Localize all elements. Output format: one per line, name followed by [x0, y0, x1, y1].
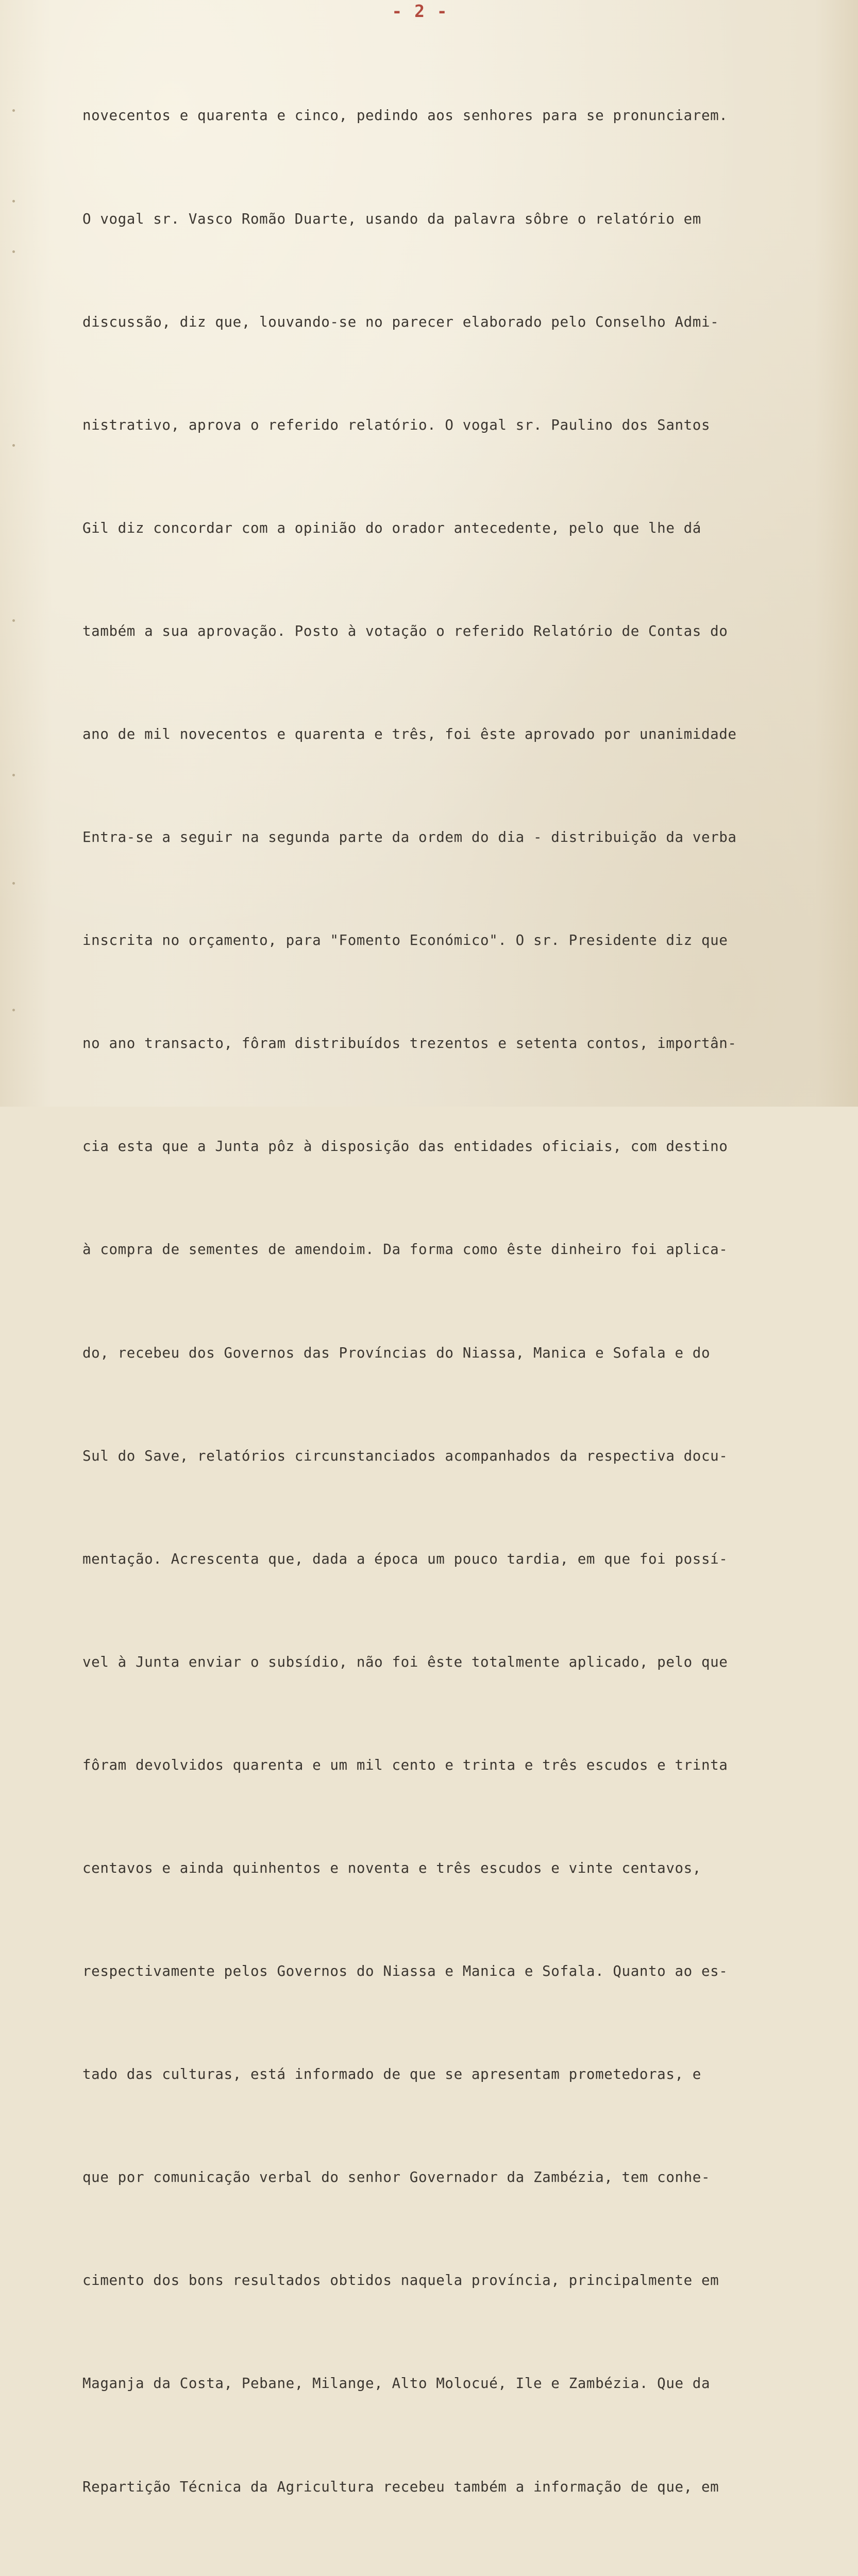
- text-line: cia esta que a Junta pôz à disposição das entidades oficiais, com destino: [82, 1138, 728, 1155]
- binding-marks: [0, 0, 31, 1107]
- text-line: inscrita no orçamento, para "Fomento Económico". O sr. Presidente diz que: [82, 932, 728, 949]
- binding-mark: [12, 200, 15, 202]
- text-line: fôram devolvidos quarenta e um mil cento e trinta e três escudos e trinta: [82, 1756, 728, 1773]
- text-line: Entra-se a seguir na segunda parte da ordem do dia - distribuição da verba: [82, 829, 737, 846]
- binding-mark: [12, 619, 15, 622]
- text-line: [82, 2573, 845, 2576]
- binding-mark: [12, 444, 15, 447]
- page-number: - 2 -: [392, 1, 448, 21]
- text-line: respectivamente pelos Governos do Niassa e Manica e Sofala. Quanto ao es-: [82, 1963, 728, 1980]
- text-line: que por comunicação verbal do senhor Governador da Zambézia, tem conhe-: [82, 2169, 711, 2186]
- binding-mark: [12, 774, 15, 776]
- text-line: Maganja da Costa, Pebane, Milange, Alto Molocué, Ile e Zambézia. Que da: [82, 2375, 711, 2392]
- text-line: centavos e ainda quinhentos e noventa e três escudos e vinte centavos,: [82, 1860, 701, 1876]
- text-line: novecentos e quarenta e cinco, pedindo aos senhores para se pronunciarem.: [82, 107, 728, 124]
- text-line: Gil diz concordar com a opinião do orador antecedente, pelo que lhe dá: [82, 519, 701, 536]
- text-line: nistrativo, aprova o referido relatório. O vogal sr. Paulino dos Santos: [82, 416, 711, 433]
- text-line: Sul do Save, relatórios circunstanciados acompanhados da respectiva docu-: [82, 1447, 728, 1464]
- text-line: do, recebeu dos Governos das Províncias do Niassa, Manica e Sofala e do: [82, 1344, 711, 1361]
- text-line: no ano transacto, fôram distribuídos trezentos e setenta contos, importân-: [82, 1035, 737, 1052]
- text-line: tado das culturas, está informado de que se apresentam prometedoras, e: [82, 2066, 701, 2083]
- text-line: também a sua aprovação. Posto à votação o referido Relatório de Contas do: [82, 622, 728, 639]
- text-line: discussão, diz que, louvando-se no parecer elaborado pelo Conselho Admi-: [82, 313, 719, 330]
- binding-mark: [12, 882, 15, 885]
- binding-mark: [12, 109, 15, 112]
- text-line: Repartição Técnica da Agricultura recebeu também a informação de que, em: [82, 2478, 719, 2495]
- typed-body-text: [82, 30, 845, 2576]
- binding-mark: [12, 1009, 15, 1011]
- text-line: mentação. Acrescenta que, dada a época um pouco tardia, em que foi possí-: [82, 1550, 728, 1567]
- text-line: cimento dos bons resultados obtidos naquela província, principalmente em: [82, 2272, 719, 2289]
- text-line: ano de mil novecentos e quarenta e três, foi êste aprovado por unanimidade: [82, 725, 737, 742]
- text-line: à compra de sementes de amendoim. Da forma como êste dinheiro foi aplica-: [82, 1241, 728, 1258]
- text-line: vel à Junta enviar o subsídio, não foi êste totalmente aplicado, pelo que: [82, 1653, 728, 1670]
- binding-mark: [12, 250, 15, 253]
- text-line: O vogal sr. Vasco Romão Duarte, usando da palavra sôbre o relatório em: [82, 210, 701, 227]
